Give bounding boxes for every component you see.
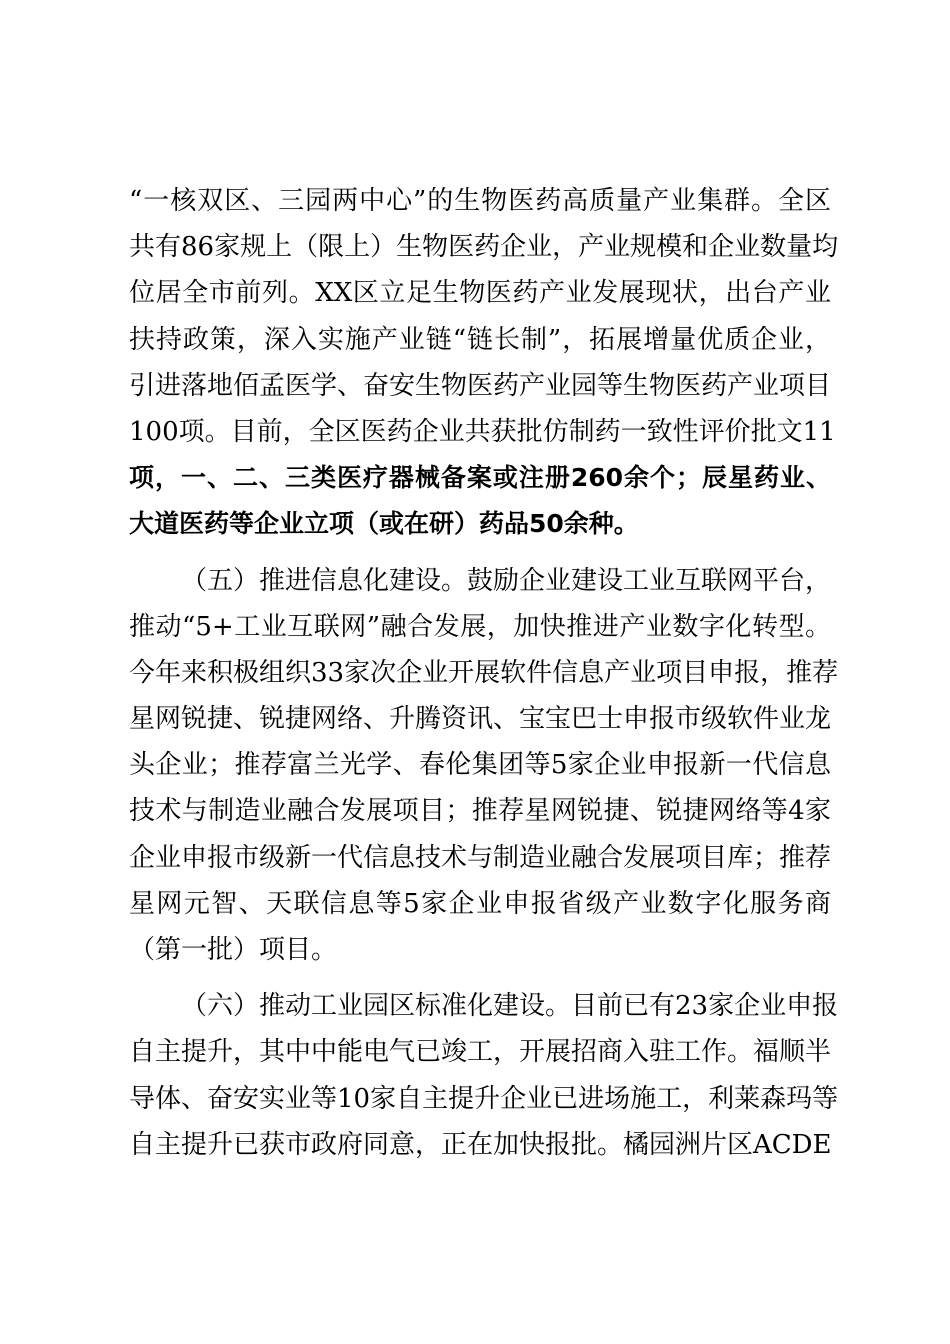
text-line: （第一批）项目。 [129, 935, 338, 965]
text-line: “一核双区、三园两中心”的生物医药高质量产业集群。全区 [129, 186, 831, 216]
document-body [129, 178, 839, 1168]
text-line: 项，一、二、三类医疗器械备案或注册260余个；辰星药业、 [129, 463, 831, 493]
text-line: 自主提升已获市政府同意，正在加快报批。橘园洲片区ACDE [129, 1129, 832, 1160]
text-line: 引进落地佰孟医学、奋安生物医药产业园等生物医药产业项目 [129, 370, 832, 401]
text-line: 自主提升，其中中能电气已竣工，开展招商入驻工作。福顺半 [129, 1037, 832, 1068]
text-line: 技术与制造业融合发展项目；推荐星网锐捷、锐捷网络等4家 [129, 796, 831, 827]
paragraph-spacer [129, 548, 831, 558]
section-heading-line: （六）推动工业园区标准化建设。目前已有23家企业申报 [181, 991, 839, 1022]
paragraph-biomedicine [129, 178, 839, 548]
text-line: 共有86家规上（限上）生物医药企业，产业规模和企业数量均 [129, 232, 839, 263]
text-line: 今年来积极组织33家次企业开展软件信息产业项目申报，推荐 [129, 657, 839, 688]
section-heading-line: （五）推进信息化建设。鼓励企业建设工业互联网平台， [181, 565, 832, 596]
text-line: 大道医药等企业立项（或在研）药品50余种。 [129, 509, 639, 539]
text-line: 推动“5+工业互联网”融合发展，加快推进产业数字化转型。 [129, 611, 831, 642]
text-line: 100项。目前，全区医药企业共获批仿制药一致性评价批文11 [129, 416, 836, 447]
text-line: 头企业；推荐富兰光学、春伦集团等5家企业申报新一代信息 [129, 750, 831, 781]
text-line: 企业申报市级新一代信息技术与制造业融合发展项目库；推荐 [129, 842, 832, 873]
paragraph-spacer [129, 973, 831, 983]
text-line: 星网元智、天联信息等5家企业申报省级产业数字化服务商 [129, 888, 831, 919]
paragraph-industrial-park [129, 983, 839, 1168]
paragraph-informatization [129, 558, 839, 974]
text-line: 位居全市前列。XX区立足生物医药产业发展现状，出台产业 [129, 278, 831, 309]
text-line: 扶持政策，深入实施产业链“链长制”，拓展增量优质企业， [129, 324, 831, 355]
text-line: 星网锐捷、锐捷网络、升腾资讯、宝宝巴士申报市级软件业龙 [129, 704, 832, 735]
text-line: 导体、奋安实业等10家自主提升企业已进场施工，利莱森玛等 [129, 1083, 839, 1114]
